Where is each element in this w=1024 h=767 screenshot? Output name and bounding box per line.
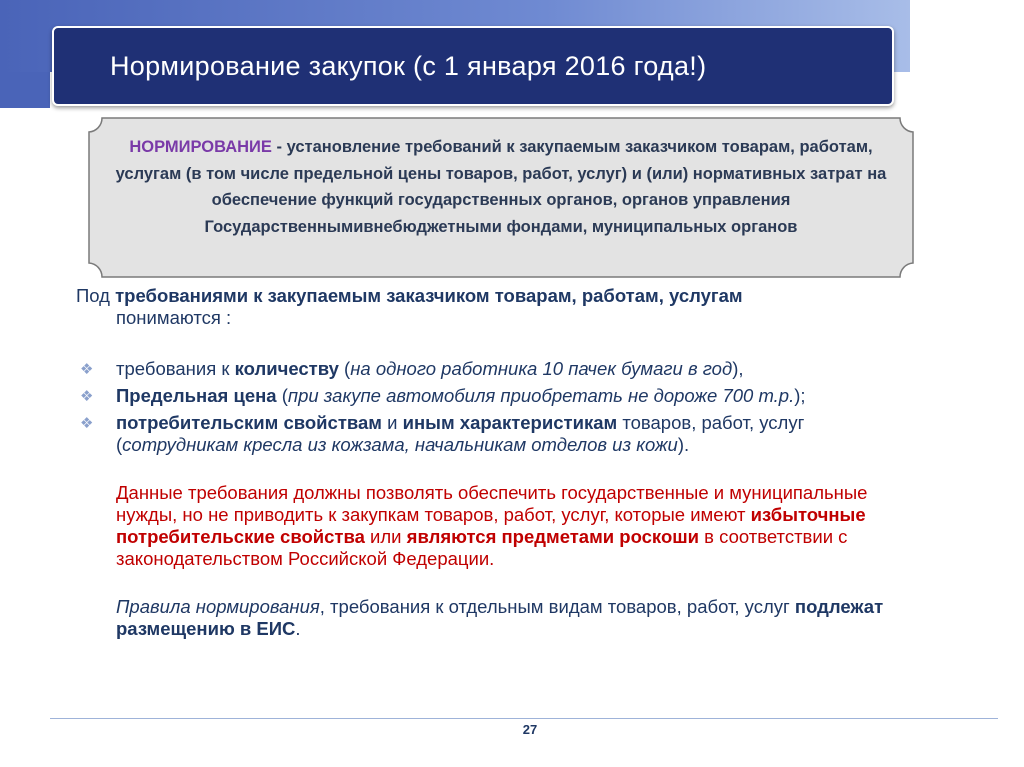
intro-bold: требованиями к закупаемым заказчиком товарам, работам, услугам (115, 285, 743, 306)
footer-divider (50, 718, 998, 719)
diamond-bullet-icon: ❖ (80, 388, 94, 405)
diamond-bullet-icon: ❖ (80, 415, 94, 432)
requirements-list (76, 358, 916, 456)
list-item: ❖ требования к количеству (на одного работника 10 пачек бумаги в год), (80, 358, 744, 379)
list-item: ❖ Предельная цена (при закупе автомобиля приобретать не дороже 700 т.р.); (80, 385, 806, 406)
intro-paragraph (76, 285, 916, 329)
warning-paragraph: Данные требования должны позволять обеспечить государственные и муниципальные нужды, но не приводить к закупкам товаров, работ, услуг, которые имеют избыточные потребительские свойства или являются предметами роскоши в соответствии с законодательством Российской Федерации. (116, 482, 868, 569)
slide-title: Нормирование закупок (с 1 января 2016 года!) (110, 50, 707, 81)
rules-paragraph: Правила нормирования, требования к отдельным видам товаров, работ, услуг подлежат размещению в ЕИС. (116, 596, 884, 639)
header-decoration-left (0, 72, 50, 108)
definition-text (106, 134, 896, 240)
list-item: ❖ потребительским свойствам и иным характеристикам товаров, работ, услуг (сотрудникам кресла из кожзама, начальникам отделов из кожи). (80, 412, 805, 455)
slide-body (76, 285, 916, 640)
intro-lead: Под (76, 285, 116, 306)
page-number: 27 (522, 722, 538, 737)
title-bar (52, 26, 894, 106)
definition-term: НОРМИРОВАНИЕ (129, 138, 272, 156)
diamond-bullet-icon: ❖ (80, 361, 94, 378)
definition-box (88, 117, 914, 278)
intro-tail: понимаются : (116, 307, 232, 328)
definition-body: - установление требований к закупаемым заказчиком товарам, работам, услугам (в том числе предельной цены товаров, работ, услуг) и (или) нормативных затрат на обеспечение функций государственных органов, органов управления Государственнымивнебюджетными фондами, муниципальных органов (115, 138, 887, 236)
